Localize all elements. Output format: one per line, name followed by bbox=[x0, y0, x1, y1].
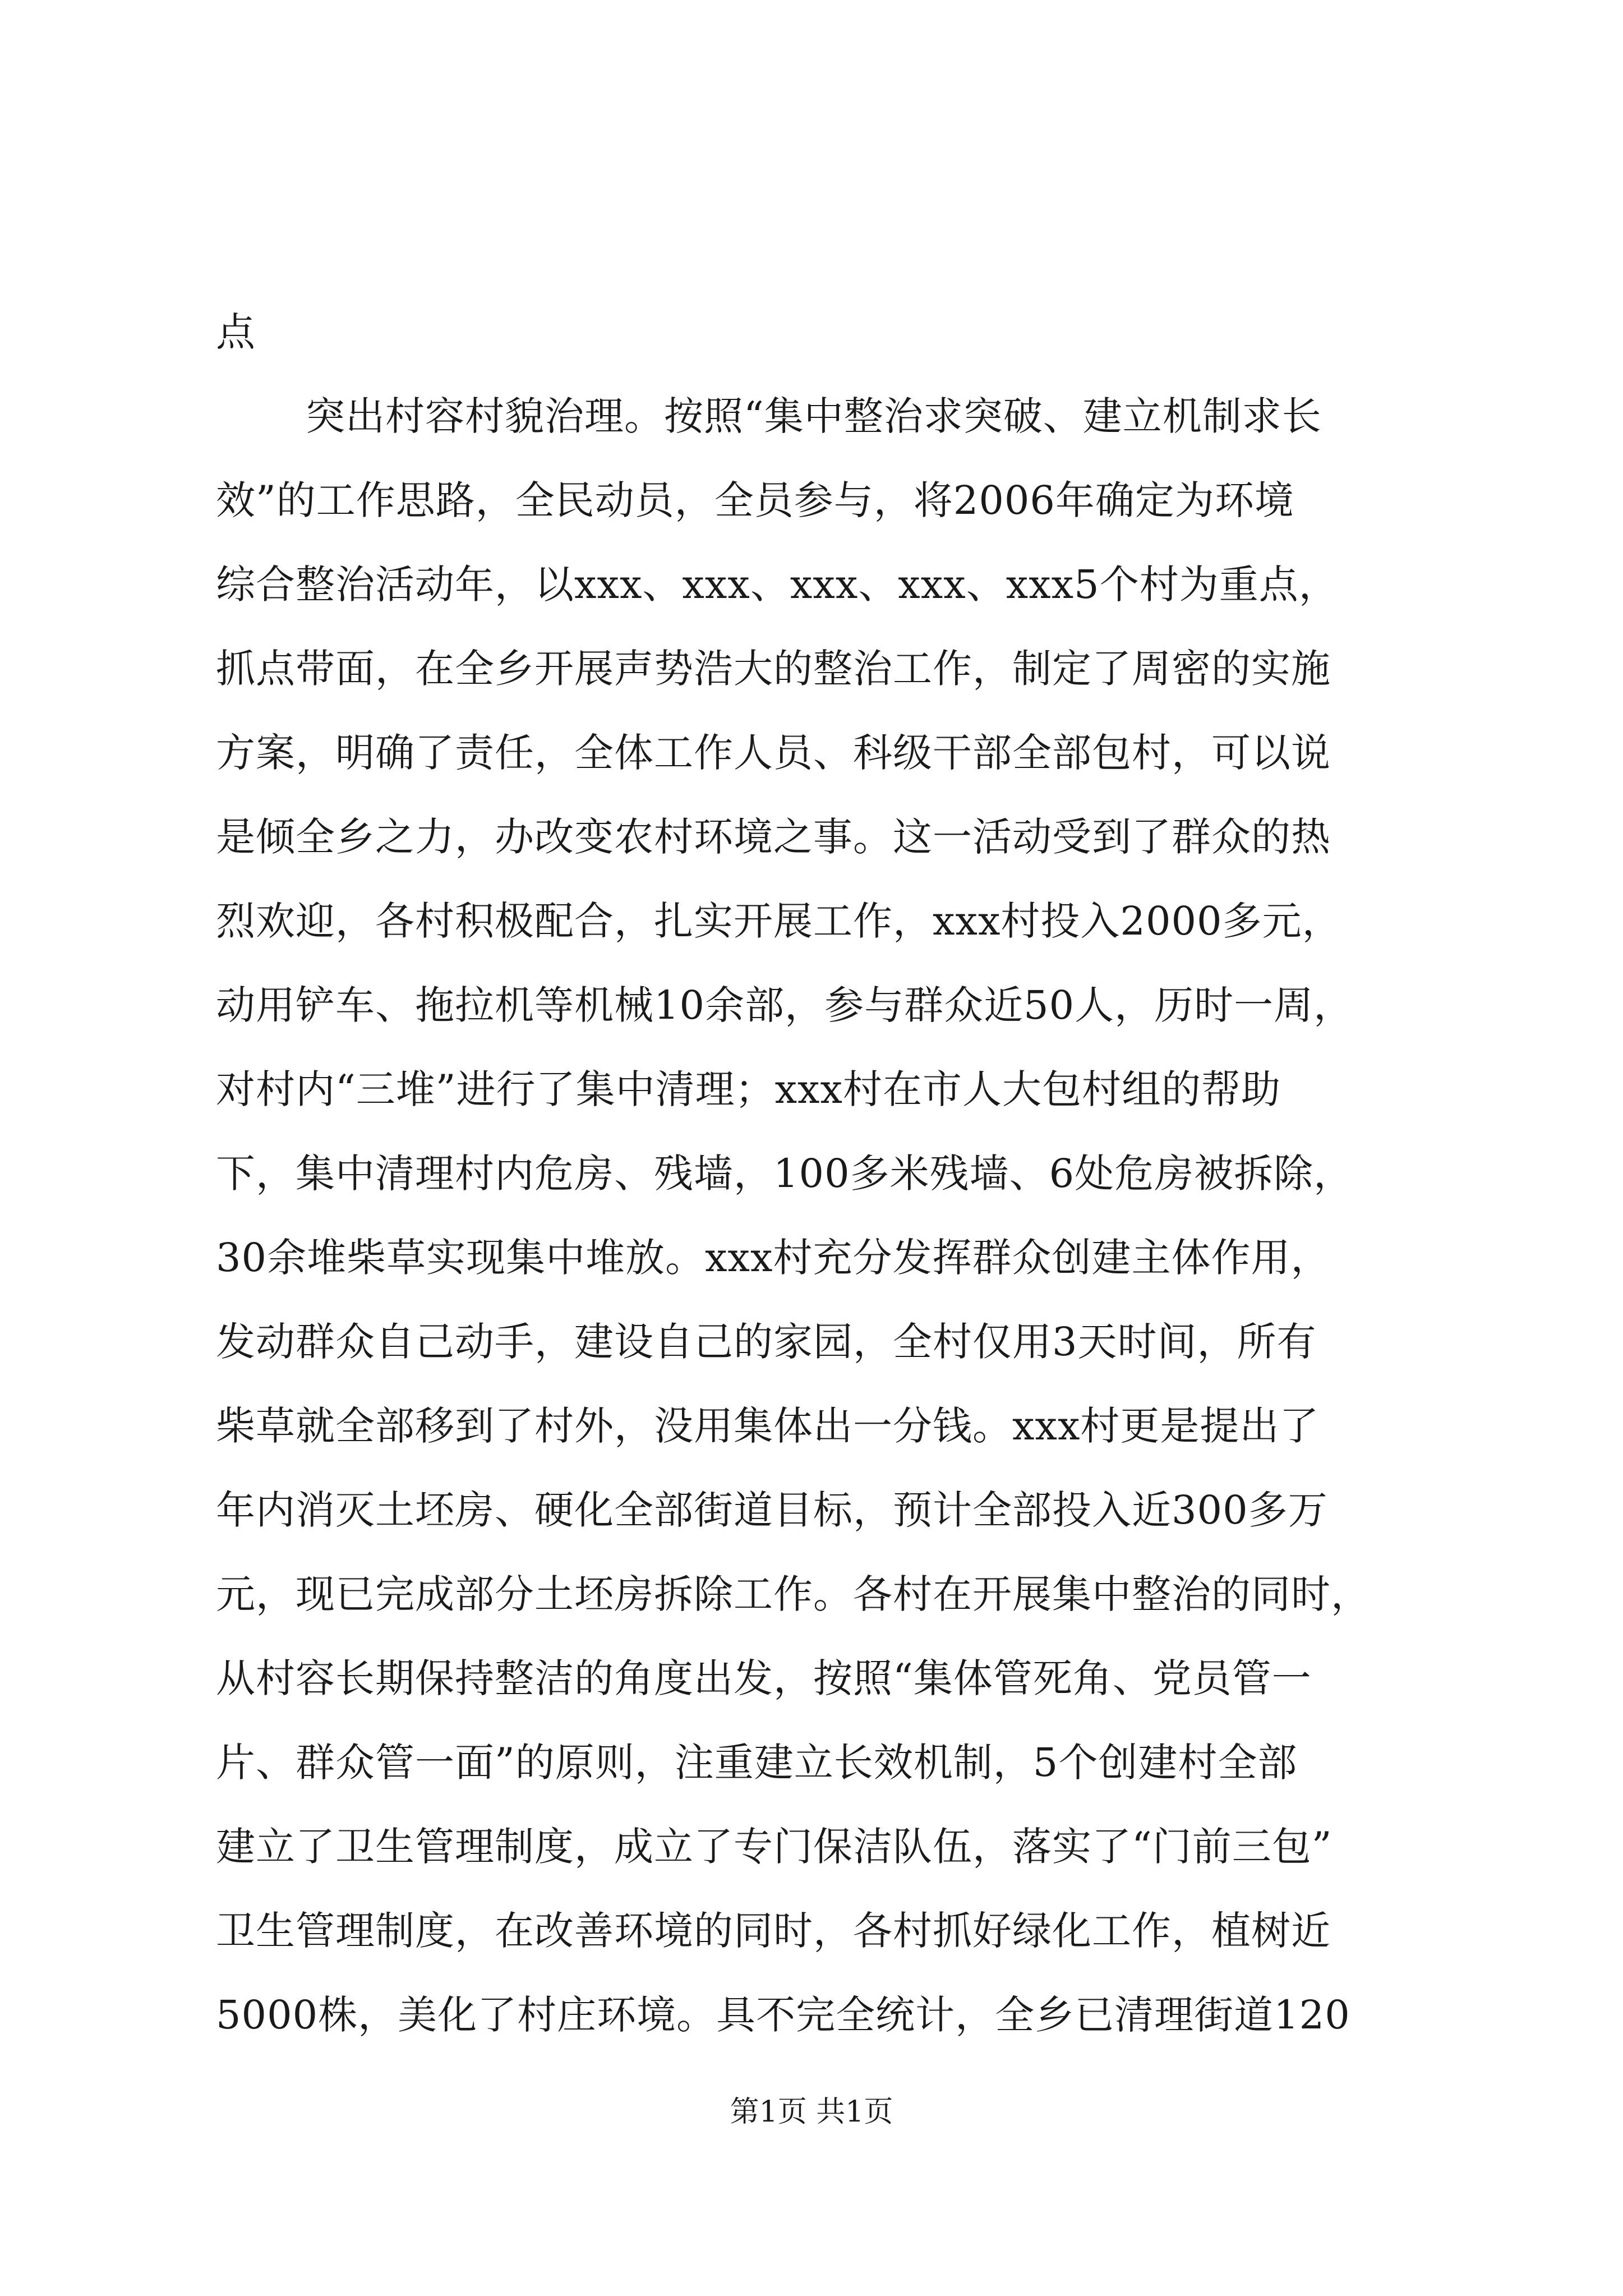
text-line: 柴草就全部移到了村外，没用集体出一分钱。xxx村更是提出了 bbox=[216, 1403, 1320, 1449]
text-line: 下，集中清理村内危房、残墙，100多米残墙、6处危房被拆除， bbox=[216, 1151, 1354, 1197]
text-line: 动用铲车、拖拉机等机械10余部，参与群众近50人，历时一周， bbox=[216, 982, 1354, 1028]
page-footer: 第1页 共1页 bbox=[730, 2095, 893, 2129]
paragraph-first-line: 突出村容村貌治理。按照“集中整治求突破、建立机制求长 bbox=[306, 393, 1322, 439]
text-line: 发动群众自己动手，建设自己的家园，全村仅用3天时间，所有 bbox=[216, 1319, 1317, 1365]
text-line: 元，现已完成部分土坯房拆除工作。各村在开展集中整治的同时， bbox=[216, 1571, 1371, 1617]
text-line: 方案，明确了责任，全体工作人员、科级干部全部包村，可以说 bbox=[216, 730, 1331, 776]
text-line: 5000株，美化了村庄环境。具不完全统计，全乡已清理街道120 bbox=[216, 1992, 1350, 2038]
text-line: 建立了卫生管理制度，成立了专门保洁队伍，落实了“门前三包” bbox=[216, 1824, 1332, 1870]
text-line: 对村内“三堆”进行了集中清理；xxx村在市人大包村组的帮助 bbox=[216, 1066, 1281, 1112]
text-line: 效”的工作思路，全民动员，全员参与，将2006年确定为环境 bbox=[216, 477, 1294, 523]
text-line: 是倾全乡之力，办改变农村环境之事。这一活动受到了群众的热 bbox=[216, 814, 1331, 860]
text-line: 烈欢迎，各村积极配合，扎实开展工作，xxx村投入2000多元， bbox=[216, 898, 1342, 944]
text-line: 综合整治活动年，以xxx、xxx、xxx、xxx、xxx5个村为重点， bbox=[216, 562, 1339, 608]
text-line: 年内消灭土坯房、硬化全部街道目标，预计全部投入近300多万 bbox=[216, 1487, 1328, 1533]
text-line: 抓点带面，在全乡开展声势浩大的整治工作，制定了周密的实施 bbox=[216, 646, 1331, 692]
text-line: 从村容长期保持整洁的角度出发，按照“集体管死角、党员管一 bbox=[216, 1655, 1312, 1701]
text-line: 点 bbox=[216, 309, 256, 355]
text-line: 卫生管理制度，在改善环境的同时，各村抓好绿化工作，植树近 bbox=[216, 1908, 1331, 1954]
text-line: 30余堆柴草实现集中堆放。xxx村充分发挥群众创建主体作用， bbox=[216, 1235, 1331, 1281]
text-line: 片、群众管一面”的原则，注重建立长效机制，5个创建村全部 bbox=[216, 1740, 1298, 1786]
